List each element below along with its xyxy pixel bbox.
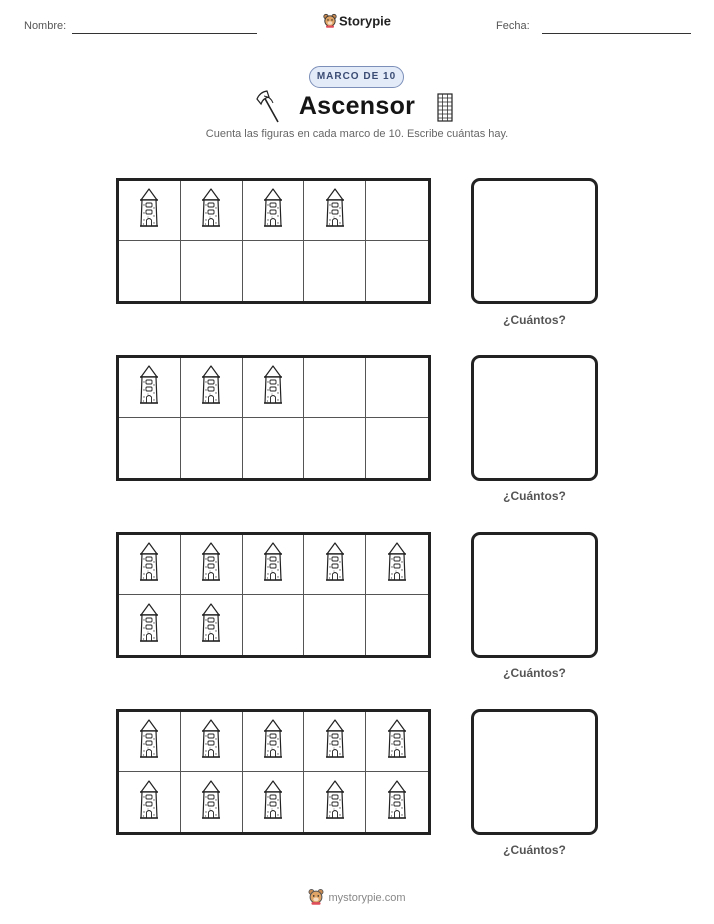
ten-frame-cell <box>366 712 428 772</box>
name-label: Nombre: <box>24 20 67 32</box>
date-field[interactable] <box>542 33 691 34</box>
ten-frame-cell <box>119 418 181 478</box>
tower-icon <box>199 187 223 234</box>
worksheet-type-badge: MARCO DE 10 <box>309 66 404 88</box>
building-icon <box>436 93 454 127</box>
bear-logo-icon <box>308 888 324 908</box>
tower-icon <box>323 187 347 234</box>
answer-label-3: ¿Cuántos? <box>503 666 566 680</box>
ten-frame-cell <box>304 181 366 241</box>
tower-icon <box>137 364 161 411</box>
ten-frame-cell <box>304 358 366 418</box>
tower-icon <box>323 779 347 826</box>
tower-icon <box>199 541 223 588</box>
ten-frame-cell <box>243 595 305 655</box>
ten-frame-cell <box>119 712 181 772</box>
ten-frame-1 <box>116 178 431 304</box>
answer-box-1[interactable] <box>471 178 598 304</box>
tower-icon <box>199 602 223 649</box>
ten-frame-cell <box>304 712 366 772</box>
tower-icon <box>137 187 161 234</box>
ten-frame-cell <box>119 772 181 832</box>
ten-frame-cell <box>181 772 243 832</box>
ten-frame-cell <box>304 595 366 655</box>
answer-label-2: ¿Cuántos? <box>503 489 566 503</box>
ten-frame-cell <box>243 535 305 595</box>
ten-frame-3 <box>116 532 431 658</box>
tower-icon <box>323 718 347 765</box>
ten-frame-cell <box>366 535 428 595</box>
ten-frame-cell <box>243 712 305 772</box>
ten-frame-cell <box>366 772 428 832</box>
tower-icon <box>261 541 285 588</box>
ten-frame-cell <box>243 772 305 832</box>
ten-frame-cell <box>243 358 305 418</box>
tower-icon <box>385 541 409 588</box>
ten-frame-cell <box>366 595 428 655</box>
ten-frame-cell <box>181 712 243 772</box>
ten-frame-cell <box>119 595 181 655</box>
ten-frame-cell <box>181 535 243 595</box>
ten-frame-cell <box>243 418 305 478</box>
ten-frame-cell <box>304 535 366 595</box>
ten-frame-cell <box>366 181 428 241</box>
ten-frame-cell <box>119 535 181 595</box>
tower-icon <box>261 364 285 411</box>
answer-box-2[interactable] <box>471 355 598 481</box>
brand-name: Storypie <box>338 13 391 29</box>
date-label: Fecha: <box>496 20 530 32</box>
ten-frame-2 <box>116 355 431 481</box>
page-title: Ascensor <box>298 92 416 120</box>
ten-frame-cell <box>181 595 243 655</box>
ten-frame-cell <box>366 358 428 418</box>
ten-frame-cell <box>366 241 428 301</box>
ten-frame-cell <box>243 241 305 301</box>
ten-frame-cell <box>181 181 243 241</box>
name-field[interactable] <box>72 33 257 34</box>
tower-icon <box>261 187 285 234</box>
ten-frame-cell <box>304 772 366 832</box>
tower-icon <box>199 779 223 826</box>
ten-frame-cell <box>366 418 428 478</box>
ten-frame-cell <box>304 241 366 301</box>
answer-label-1: ¿Cuántos? <box>503 313 566 327</box>
tower-icon <box>199 718 223 765</box>
tower-icon <box>137 541 161 588</box>
answer-box-4[interactable] <box>471 709 598 835</box>
tower-icon <box>323 541 347 588</box>
tower-icon <box>199 364 223 411</box>
ten-frame-cell <box>181 418 243 478</box>
brand-logo <box>0 13 714 31</box>
instructions: Cuenta las figuras en cada marco de 10. Escribe cuántas hay. <box>205 128 509 140</box>
ten-frame-4 <box>116 709 431 835</box>
answer-label-4: ¿Cuántos? <box>503 843 566 857</box>
ten-frame-cell <box>119 181 181 241</box>
ten-frame-cell <box>119 358 181 418</box>
bear-logo-icon <box>323 13 337 31</box>
footer-url: mystorypie.com <box>328 891 406 904</box>
ten-frame-cell <box>181 241 243 301</box>
tower-icon <box>385 779 409 826</box>
tower-icon <box>385 718 409 765</box>
tower-icon <box>261 779 285 826</box>
tower-icon <box>137 779 161 826</box>
ten-frame-cell <box>243 181 305 241</box>
footer <box>0 888 714 908</box>
tower-icon <box>137 602 161 649</box>
tower-icon <box>137 718 161 765</box>
ten-frame-cell <box>119 241 181 301</box>
answer-box-3[interactable] <box>471 532 598 658</box>
ten-frame-cell <box>304 418 366 478</box>
ten-frame-cell <box>181 358 243 418</box>
tower-icon <box>261 718 285 765</box>
